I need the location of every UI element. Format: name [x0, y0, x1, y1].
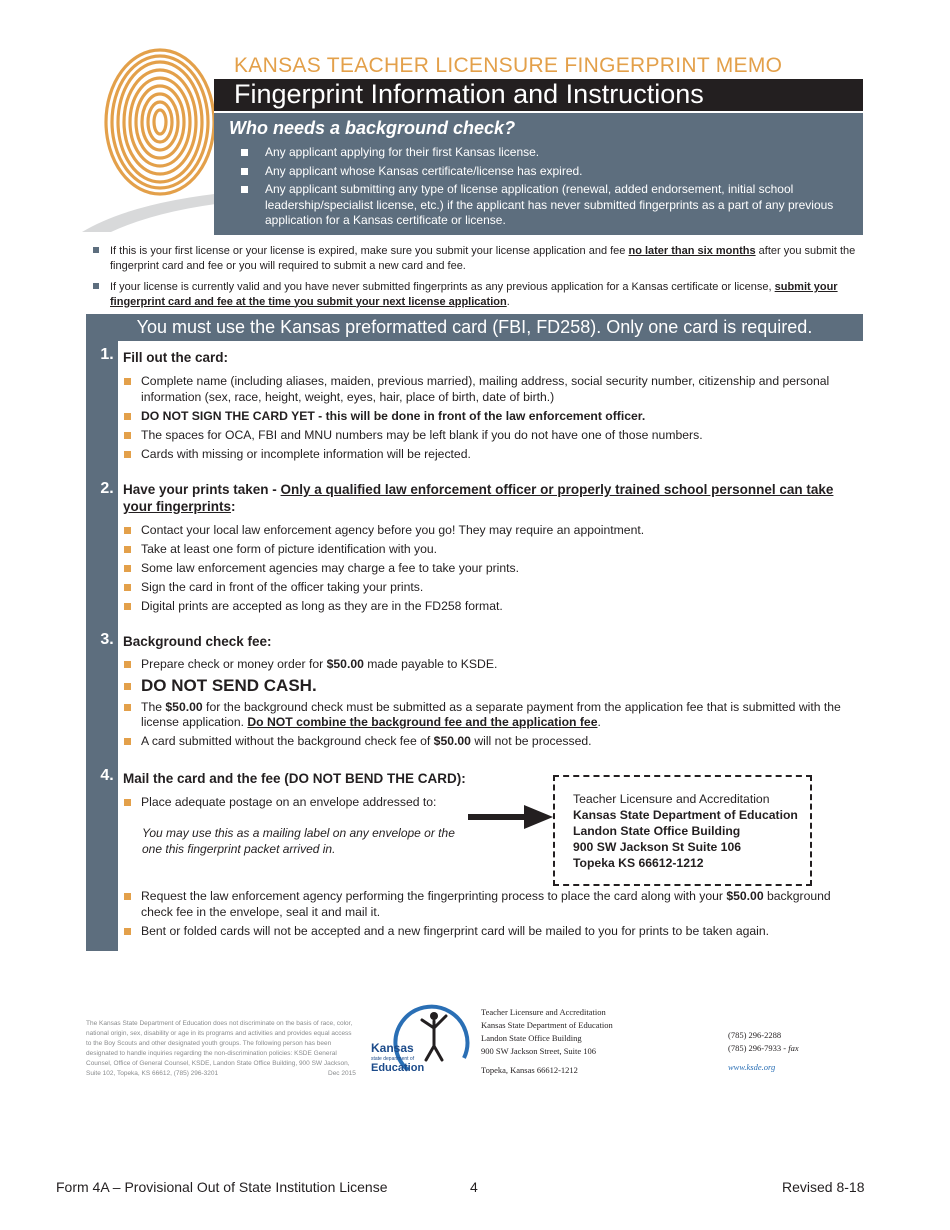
list-item: Take at least one form of picture identification with you. [123, 542, 865, 558]
fax-number: (785) 296-7933 - fax [728, 1043, 799, 1053]
list-item: Sign the card in front of the officer taking your prints. [123, 580, 865, 596]
mailing-label-note: You may use this as a mailing label on any envelope or the one this fingerprint packet arrived in. [142, 826, 455, 856]
contact-line: Teacher Licensure and Accreditation [481, 1007, 606, 1017]
publication-date: Dec 2015 [328, 1070, 356, 1077]
address-line: Topeka KS 66612-1212 [573, 856, 704, 870]
svg-text:state department of: state department of [371, 1056, 415, 1062]
license-notes [92, 244, 862, 316]
list-item: Prepare check or money order for $50.00 made payable to KSDE. [123, 657, 865, 673]
step-4-list-b [123, 889, 865, 943]
address-line: 900 SW Jackson St Suite 106 [573, 840, 741, 854]
contact-address [481, 1006, 613, 1077]
list-item: Any applicant whose Kansas certificate/license has expired. [239, 164, 834, 180]
revision-date: Revised 8-18 [782, 1179, 865, 1195]
address-line: Teacher Licensure and Accreditation [573, 792, 770, 806]
who-heading: Who needs a background check? [229, 118, 516, 138]
step-1-number: 1. [100, 346, 114, 363]
step-2-list [123, 523, 865, 618]
list-item: Any applicant applying for their first Kansas license. [239, 145, 834, 161]
nondiscrimination-statement: The Kansas State Department of Education does not discriminate on the basis of race, color, national origin, sex, disability or age in its programs and activities and provides equal access to the Boy Scouts and other designated youth groups. The following person has been designated to handle inquiries regarding the non-discrimination policies: KSDE General Counsel, Office of General Counsel, KSDE, Landon State Office Building, 900 SW Jackson, Suite 102, Topeka, KS 66612, (785) 296-3201 [86, 1020, 353, 1077]
page-number: 4 [470, 1179, 478, 1195]
list-item: The $50.00 for the background check must be submitted as a separate payment from the application fee that is submitted with the license application. Do NOT combine the background fee and the application fee. [123, 700, 865, 731]
page-title: Fingerprint Information and Instructions [214, 79, 863, 111]
note-first-license: If this is your first license or your license is expired, make sure you submit your license application and fee no later than six months after you submit the fingerprint card and fee or you will required to submit a new card and fee. [92, 244, 862, 273]
card-requirement-banner: You must use the Kansas preformatted card (FBI, FD258). Only one card is required. [86, 314, 863, 341]
svg-text:Education: Education [371, 1062, 425, 1074]
list-item: Complete name (including aliases, maiden, previous married), mailing address, social security number, citizenship and personal information (sex, race, height, weight, eyes, hair, place of birth, date of birth.) [123, 374, 865, 405]
arrow-right-icon [468, 805, 553, 829]
list-item: Cards with missing or incomplete information will be rejected. [123, 447, 865, 463]
list-item: Request the law enforcement agency performing the fingerprinting process to place the card along with your $50.00 background check fee in the envelope, seal it and mail it. [123, 889, 865, 920]
no-cash-warning: DO NOT SEND CASH. [123, 676, 865, 696]
address-line: Landon State Office Building [573, 824, 741, 838]
step-3-list [123, 657, 865, 753]
list-item: Any applicant submitting any type of license application (renewal, added endorsement, initial school leadership/specialist license, etc.) if the applicant has never submitted fingerprints as a part of any previous application for a Kansas certificate or license. [239, 182, 834, 229]
website-link[interactable]: www.ksde.org [728, 1062, 776, 1072]
step-4-title: Mail the card and the fee (DO NOT BEND THE CARD): [123, 771, 466, 786]
list-item: The spaces for OCA, FBI and MNU numbers may be left blank if you do not have one of those numbers. [123, 428, 865, 444]
step-2-number: 2. [100, 480, 114, 497]
who-list [239, 145, 834, 232]
phone-number: (785) 296-2288 [728, 1030, 782, 1040]
mailing-address-box [553, 775, 812, 886]
note-valid-license: If your license is currently valid and you have never submitted fingerprints as any previous application for a Kansas certificate or license, submit your fingerprint card and fee at the time you submit your next license application. [92, 280, 862, 309]
step-4-list-a [123, 795, 463, 814]
step-3-number: 3. [100, 631, 114, 648]
fingerprint-graphic [82, 42, 232, 232]
svg-text:Kansas: Kansas [371, 1041, 414, 1055]
list-item: DO NOT SIGN THE CARD YET - this will be done in front of the law enforcement officer. [123, 409, 865, 425]
list-item: Place adequate postage on an envelope addressed to: [123, 795, 463, 811]
contact-line: 900 SW Jackson Street, Suite 106 [481, 1046, 597, 1056]
step-1-list [123, 374, 865, 466]
form-name: Form 4A – Provisional Out of State Institution License [56, 1179, 388, 1195]
list-item: Contact your local law enforcement agency before you go! They may require an appointment. [123, 523, 865, 539]
contact-line: Kansas State Department of Education [481, 1020, 613, 1030]
who-needs-check-panel [214, 113, 863, 235]
address-line: Kansas State Department of Education [573, 808, 798, 822]
memo-title: KANSAS TEACHER LICENSURE FINGERPRINT MEMO [234, 54, 783, 77]
step-4-number: 4. [100, 767, 114, 784]
contact-line: Landon State Office Building [481, 1033, 582, 1043]
contact-phone [728, 1029, 799, 1055]
step-2-title: Have your prints taken - Only a qualified law enforcement officer or properly trained school personnel can take your fingerprints: [123, 482, 834, 514]
contact-line: Topeka, Kansas 66612-1212 [481, 1065, 578, 1075]
ksde-logo [368, 998, 478, 1082]
step-3-title: Background check fee: [123, 634, 272, 649]
step-1-title: Fill out the card: [123, 350, 229, 365]
list-item: Digital prints are accepted as long as they are in the FD258 format. [123, 599, 865, 615]
list-item: Bent or folded cards will not be accepted and a new fingerprint card will be mailed to you for prints to be taken again. [123, 924, 865, 940]
list-item: A card submitted without the background check fee of $50.00 will not be processed. [123, 734, 865, 750]
list-item: Some law enforcement agencies may charge a fee to take your prints. [123, 561, 865, 577]
